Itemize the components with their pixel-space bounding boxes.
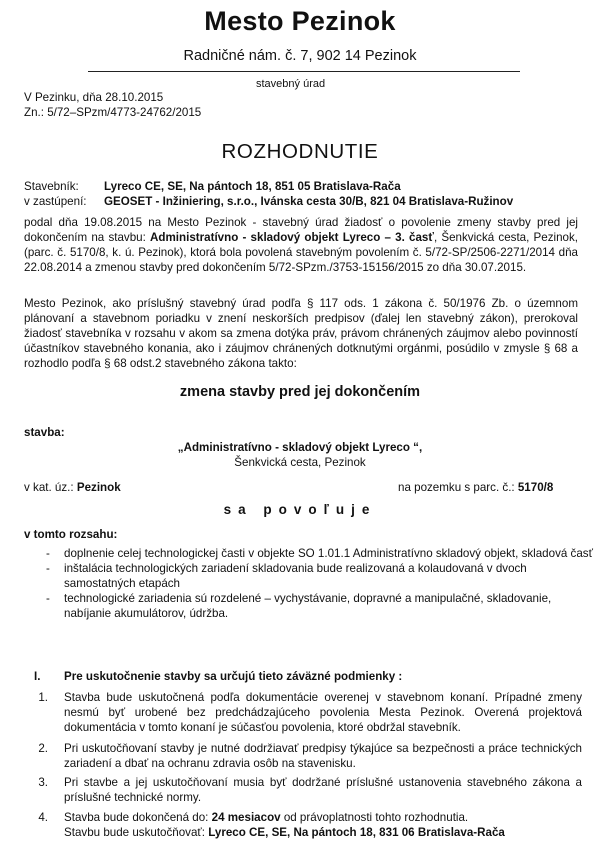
- decision-heading: zmena stavby pred jej dokončením: [179, 384, 421, 400]
- condition-number: 1.: [38, 691, 48, 704]
- condition-text: Pri uskutočňovaní stavby je nutné dodržiavať predpisy týkajúce sa bezpečnosti a práce technických zariadení a dbať na ochranu zdravia osôb na stavenisku.: [64, 742, 582, 770]
- scope-item-text: inštalácia technologických zariadení skladovania bude realizovaná a kolaudovaná v dvoch samostatných etapách: [64, 562, 527, 590]
- conditions-heading: Pre uskutočnenie stavby sa určujú tieto záväzné podmienky :: [64, 670, 403, 683]
- city-title: Mesto Pezinok: [204, 6, 396, 36]
- reference-number: Zn.: 5/72–SPzm/4773-24762/2015: [24, 106, 202, 119]
- scope-list: [24, 546, 598, 621]
- city-address: Radničné nám. č. 7, 902 14 Pezinok: [183, 48, 417, 64]
- stavba-location: Šenkvická cesta, Pezinok: [234, 456, 366, 469]
- stavba-label: stavba:: [24, 426, 65, 439]
- header-rule: [88, 71, 520, 72]
- completion-deadline: [64, 810, 582, 825]
- condition-item-4: [24, 810, 594, 842]
- office-name: stavebný úrad: [256, 78, 326, 90]
- condition-number: 2.: [38, 742, 48, 755]
- scope-item: [46, 591, 598, 621]
- completion-rest: od právoplatnosti tohto rozhodnutia.: [280, 811, 469, 824]
- parcel-number: [398, 480, 553, 495]
- cadastral-label: v kat. úz.:: [24, 481, 77, 494]
- builder-value: Lyreco CE, SE, Na pántoch 18, 851 05 Bratislava-Rača: [104, 180, 401, 193]
- contractor-label: Stavbu bude uskutočňovať:: [64, 826, 209, 839]
- condition-text: Stavba bude uskutočnená podľa dokumentácie overenej v stavebnom konaní. Prípadné zmeny nesmú byť urobené bez predchádzajúceho povolenia Mesta Pezinok. Overená projektová dokumentácia v tomto konaní je súčasťou povolenia, ktoré obdržal stavebník.: [64, 691, 582, 734]
- permit-statement: sa povoľuje: [223, 502, 377, 517]
- dash-bullet: -: [46, 547, 50, 560]
- parcel-value: 5170/8: [517, 481, 554, 494]
- application-text-b: , Šenkvická cesta, Pezinok, (parc. č. 5170/8, k. ú. Pezinok), ktorá bola povolená stavebným povolením č. 5/72-SP/2506-2271/2014 dňa 22.08.2014 a zmenou stavby pred dokončením 5/72-SPzm./3753-15156/2015 zo dňa 30.07.2015.: [24, 231, 578, 274]
- condition-number: 4.: [38, 811, 48, 824]
- contractor-line: [64, 825, 582, 840]
- scope-label: v tomto rozsahu:: [24, 528, 118, 541]
- builder-label: Stavebník:: [24, 180, 79, 193]
- condition-item-2: [24, 741, 594, 773]
- scope-item: [46, 546, 598, 561]
- condition-text: [64, 810, 582, 840]
- scope-item-text: technologické zariadenia sú rozdelené – vychystávanie, dopravné a manipulačné, skladovanie, nabíjanie akumulátorov, údržba.: [64, 592, 552, 620]
- authority-paragraph: Mesto Pezinok, ako príslušný stavebný úrad podľa § 117 ods. 1 zákona č. 50/1976 Zb. o územnom plánovaní a stavebnom poriadku v znení neskorších predpisov (ďalej len stavebný zákon), prerokoval žiadosť stavebníka v rozsahu v akom sa zmena dotýka práv, právom chránených záujmov alebo povinností účastníkov stavebného konania, ako i záujmov chránených dotknutými orgánmi, posúdilo v zmysle § 68 a rozhodlo podľa § 68 odst.2 stavebného zákona takto:: [24, 297, 578, 370]
- representative-value: GEOSET - Inžiniering, s.r.o., Ivánska cesta 30/B, 821 04 Bratislava-Ružinov: [104, 195, 514, 208]
- cadastral-area: [24, 480, 121, 495]
- document-heading: ROZHODNUTIE: [221, 140, 379, 163]
- condition-text: Pri stavbe a jej uskutočňovaní musia byť dodržané príslušné ustanovenia stavebného zákona a príslušné technické normy.: [64, 776, 582, 804]
- condition-item-3: [24, 775, 594, 807]
- stavba-name: „Administratívno - skladový objekt Lyreco “,: [177, 441, 423, 454]
- contractor-value: Lyreco CE, SE, Na pántoch 18, 831 06 Bratislava-Rača: [208, 826, 505, 839]
- completion-period: 24 mesiacov: [211, 811, 281, 824]
- dash-bullet: -: [46, 562, 50, 575]
- scope-item-text: doplnenie celej technologickej časti v objekte SO 1.01.1 Administratívno skladový objekt, skladová časť: [64, 547, 593, 560]
- application-building-name: Administratívno - skladový objekt Lyreco – 3. časť: [150, 231, 434, 244]
- condition-number: 3.: [38, 776, 48, 789]
- dash-bullet: -: [46, 592, 50, 605]
- section-roman-numeral: I.: [34, 670, 41, 683]
- application-paragraph: [24, 215, 578, 275]
- scope-item: [46, 561, 598, 591]
- parcel-label: na pozemku s parc. č.:: [398, 481, 518, 494]
- cadastral-value: Pezinok: [76, 481, 121, 494]
- completion-label: Stavba bude dokončená do:: [64, 811, 212, 824]
- representative-label: v zastúpení:: [24, 195, 87, 208]
- application-text-a: podal dňa 19.08.2015 na Mesto Pezinok - stavebný úrad žiadosť o povolenie zmeny stavby pred jej dokončením na stavbu:: [24, 216, 578, 244]
- condition-item-1: [24, 690, 594, 740]
- date-line: V Pezinku, dňa 28.10.2015: [24, 91, 164, 104]
